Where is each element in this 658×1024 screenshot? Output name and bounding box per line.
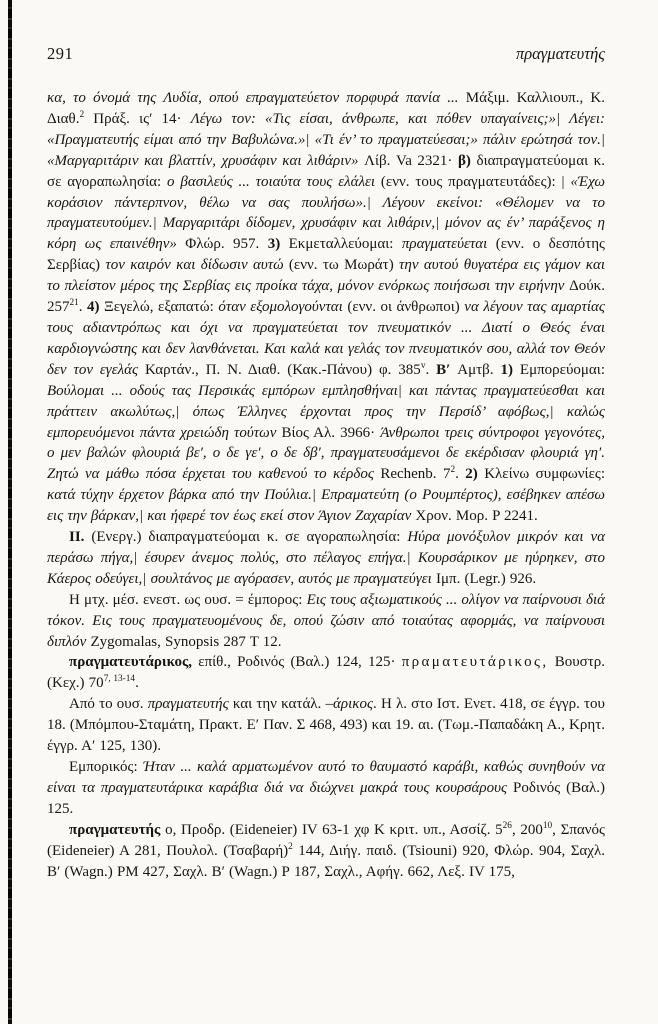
text-segment: v [420,360,426,371]
text-segment: (Ενεργ.) διαπραγματεύομαι κ. σε αγοραπωλησία: [91,529,408,546]
text-segment: , Σπανός (Eideneier) Α 281, Πουλολ. (Τσαβαρή) [47,821,605,859]
running-head: πραγματευτής [515,44,605,63]
text-segment: (ενν. τω Μωράτ) [288,257,400,274]
text-segment: II. [69,529,92,546]
body-text [47,88,605,882]
text-segment: (ενν. τους πραγματευτάδες): | [380,173,571,190]
page-number: 291 [47,44,74,63]
text-segment: Βούλομαι ... οδούς τας Περσικάς εμπόρων εμπλησθήναι| και πάντας πραγματεύεσθαι και πράττειν ακωλύτως,| όπως Έλληνες έρχονται προς την Περσίδ’ αφόβως,| καλώς εμπορευόμενοι πάντα χρειώδη τούτων [47,382,605,441]
text-segment: . [135,675,139,692]
section-II-paragraph [47,527,605,590]
text-segment: Άνθρωποι τρεις σύντροφοι γεγονότες, ο μεν βαλών φλουριά βε′, ο δε γε′, ο δε δβ′, πραγματευσάμενοι δε εκέρδισαν φλουριά γη′. Ζητώ να μάθω πόσα έρχεται του καθενού το κέρδος [47,424,605,483]
etymology-paragraph [47,694,605,757]
text-segment: . [78,299,88,316]
text-segment: Εμπορικός: [69,759,144,775]
text-segment: Εμπορεύομαι: [519,361,605,378]
emporikos-paragraph [47,757,605,820]
text-segment: Φλώρ. 957. [185,236,268,253]
text-segment: κατά τύχην έρχετον βάρκα από την Πούλια.| Επραματεύτη (ο Ρουμπέρτος), εσέβηκεν απέσω εις την βάρκαν,| και ήφερέ τον έως εκεί στον Άγιον Ζαχαρίαν [47,487,605,525]
text-segment: την αυτού θυγατέρα εις γάμον και το πλείστον μέρος της Σερβίας εις προίκα τάχα, μόνον ενόρκως ποιήσωσι την ειρήνην [47,257,605,295]
entry-pragmateutis [47,820,605,883]
text-segment: Δούκ. 257 [47,278,605,316]
text-segment: Β′ [436,361,458,378]
text-segment: 7, 13-14 [103,674,136,685]
text-segment: ο βασιλεύς ... τοιαύτα τους ελάλει [167,173,381,190]
text-segment: 144, Διήγ. παιδ. (Tsiouni) 920, Φλώρ. 904, Σαχλ. Β′ (Wagn.) ΡΜ 427, Σαχλ. Β′ (Wagn.) Ρ 187, Σαχλ., Αφήγ. 662, Λεξ. IV 175, [47,842,605,880]
text-segment: πραγματεύεται [401,236,496,253]
text-segment: Λέγω τον: «Τις είσαι, άνθρωπε, και πόθεν υπαγαίνεις;»| Λέγει: «Πραγματευτής είμαι από την Βαβυλώνα.»| «Τι έν’ το πραγματεύεσαι;» πάλιν ερώτησά τον.| «Μαργαριτάριν και βλαττίν, χρυσάφιν και λιθάριν» [47,110,606,169]
text-segment: Ιμπ. (Legr.) 926. [435,570,537,587]
text-segment: 3) [267,236,289,253]
text-segment: Λίβ. Va 2321· [364,152,459,169]
text-segment: πραματευτάρικος, [401,654,549,671]
text-segment: (ενν. ο δεσπότης Σερβίας) [47,236,605,274]
text-segment: ο, Προδρ. (Eideneier) IV 63-1 χφ Κ κριτ. υπ., Ασσίζ. 5 [165,821,503,838]
participle-note-paragraph [47,590,605,653]
text-segment: τον καιρόν και δίδωσιν αυτώ [105,257,289,274]
text-segment: 10 [542,820,553,831]
text-segment: Ηύρα μονόξυλον μικρόν και να περάσω πήγα,| έσυρεν άνεμος πολύς, στο πέλαγος επήγα.| Κουρσάρικον με ηύρηκεν, στο Κάερος οδεύγει,| σουλτάνος με αγόρασεν, αυτός με πραγματεύγει [47,529,605,587]
text-segment: και την κατάλ. [232,696,326,713]
text-segment: 26 [502,820,512,831]
text-segment: Εις τους αξιωματικούς ... ολίγον να παίρνουσι διά τόκον. Εις τους πραγματευομένους δε, οπού ζώσιν από τοιαύτας αφορμάς, να παίρνουσι διπλόν [47,591,605,650]
text-segment: πραγματευτάρικος, [69,654,199,671]
text-segment: Rechenb. 7 [380,466,451,483]
text-segment: Ήταν ... καλά αρματωμένον αυτό το θαυμαστό καράβι, καθώς συνηθούν να είναι τα πραγματευτάρικα καράβια διά να διώχνει μακρά τους κουρσάρους [47,759,605,796]
binding-edge-line [8,0,12,1024]
entry-pragmateutarikos [47,652,605,694]
text-segment: Μάξιμ. Καλλιουπ., Κ. Διαθ. [47,90,605,127]
text-segment: 2) [465,466,485,483]
text-segment: Zygomalas, Synopsis 287 T 12. [90,633,282,650]
text-segment: Πράξ. ις′ 14· [84,110,191,127]
text-segment: διαπραγματεύομαι κ. σε αγοραπωλησία: [47,152,605,190]
text-segment: Καρτάν., Π. Ν. Διαθ. (Κακ.-Πάνου) φ. 385 [145,361,421,378]
text-segment: Κλείνω συμφωνίες: [484,466,605,483]
text-segment: 21 [69,298,79,309]
text-segment: πραγματευτής [147,696,233,713]
text-segment: όταν εξομολογούνται [218,299,348,316]
text-segment: κα, το όνομά της Λυδία, οπού επραγματεύετον πορφυρά πανία ... [47,90,466,106]
text-segment: . Η λ. στο Ιστ. Ενετ. 418, σε έγγρ. του 18. (Μπόμπου-Σταμάτη, Πρακτ. Ε′ Παν. Σ 468, 493) και 19. αι. (Τωμ.-Παπαδάκη Α., Κρητ. έγγρ. Α′ 125, 130). [47,696,605,755]
text-segment: 2 [288,841,293,852]
text-segment: να λέγουν τας αμαρτίας τους αδιαντρόπως και όχι να πραγματεύεται τον πνευματικόν ... Διατί ο Θεός έναι καρδιογνώστης και δεν λανθάνεται. Και καλά και γελάς τον πνευματικόν σου, αλλά τον Θεόν δεν τον εγελάς [47,299,605,378]
text-segment: επίθ., Ροδινός (Βαλ.) 124, 125· [198,654,402,671]
text-segment: Βίος Αλ. 3966· [281,424,381,441]
entry-continuation-paragraph [47,88,605,527]
text-segment: Ξεγελώ, εξαπατώ: [104,299,219,316]
text-segment: «Έχω κοράσιον πάντερπνον, θέλω να σας πουλήσω».| Λέγουν εκείνοι: «Θέλομεν να το πραγματευτούμεν.| Μαργαριτάρι δίδομεν, χρυσάφιν και λιθάριν,| μόνον ας έν’ παράξενος η κόρη ως επαινέθην» [47,173,605,253]
text-segment: , 200 [511,821,543,838]
text-segment: (ενν. οι άνθρωποι) [347,299,465,316]
text-segment: Ροδινός (Βαλ.) 125. [47,779,605,817]
page-header [47,44,605,64]
text-segment: πραγματευτής [69,821,166,838]
text-segment: Εκμεταλλεύομαι: [288,236,402,253]
text-segment: Αμτβ. [457,361,501,378]
text-segment: Η μτχ. μέσ. ενεστ. ως ουσ. = έμπορος: [69,591,307,608]
text-segment: Χρον. Μορ. P 2241. [415,508,538,525]
text-segment: Από το ουσ. [69,696,148,713]
text-segment: . [425,361,437,378]
text-segment: –άρικος [325,696,374,713]
text-segment: β) [458,152,477,169]
text-segment: 2 [450,465,456,476]
text-segment: . [455,466,466,483]
text-segment: 4) [87,299,105,316]
text-segment: 1) [500,361,520,378]
text-segment: 2 [79,109,85,120]
text-segment: Βουστρ. (Κεχ.) 70 [47,654,605,692]
